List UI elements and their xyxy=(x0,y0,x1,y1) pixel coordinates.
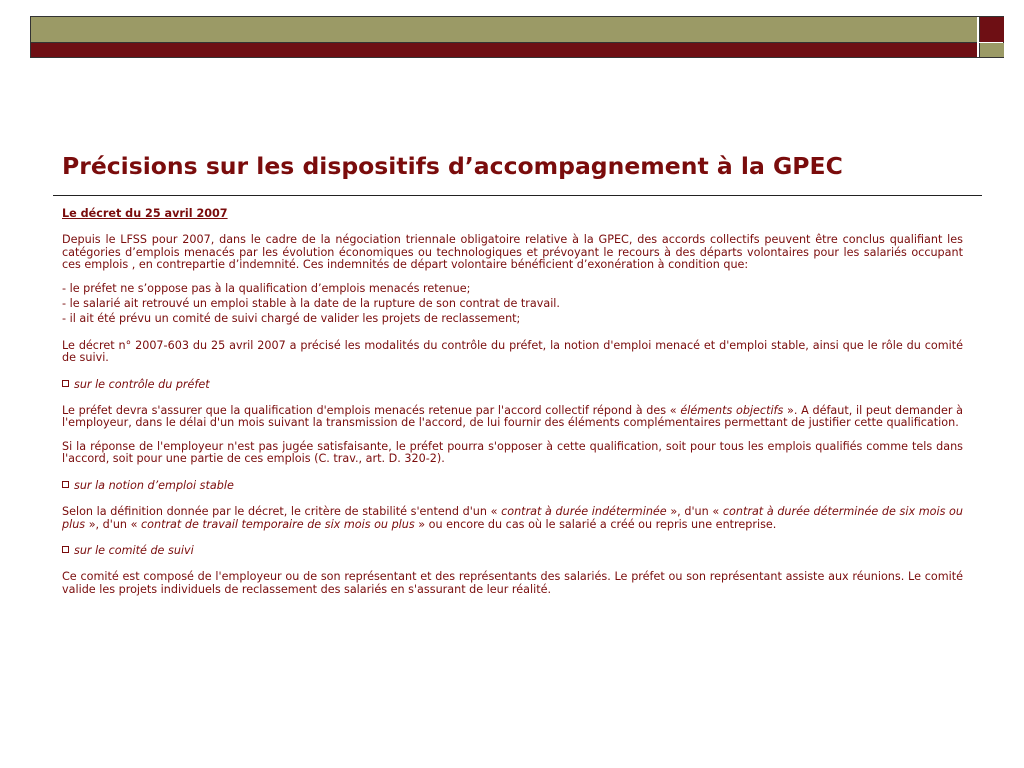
title-divider xyxy=(53,195,982,196)
olive-square xyxy=(979,43,1004,57)
text-run: Le préfet devra s'assurer que la qualification d'emplois menacés retenue par l'accord collectif répond à des « xyxy=(62,404,681,418)
italic-text-run: contrat à durée déterminée de six mois ou plus xyxy=(62,505,963,531)
maroon-band xyxy=(31,43,977,57)
emploi-stable-paragraph xyxy=(62,506,963,531)
section-heading-text: sur le comité de suivi xyxy=(74,543,194,557)
slide-body xyxy=(62,208,963,596)
section-heading-text: sur le contrôle du préfet xyxy=(74,377,210,391)
controle-paragraph-2: Si la réponse de l'employeur n'est pas jugée satisfaisante, le préfet pourra s'opposer à cette qualification, soit pour tous les emplois qualifiés comme tels dans l'accord, soit pour une partie de ces emplois (C. trav., art. D. 320-2). xyxy=(62,439,963,466)
text-run: » ou encore du cas où le salarié a créé ou repris une entreprise. xyxy=(414,517,777,531)
intro-paragraph: Depuis le LFSS pour 2007, dans le cadre de la négociation triennale obligatoire relative à la GPEC, des accords collectifs peuvent être conclus qualifiant les catégories d’emplois menacés par les évolution économiques ou technologiques et prévoyant le recours à des départs volontaires pour les salariés occupant ces emplois , en contrepartie d’indemnité. Ces indemnités de départ volontaire bénéficient d’exonération à condition que: xyxy=(62,233,963,272)
text-run: », d'un « xyxy=(85,517,141,531)
slide-title: Précisions sur les dispositifs d’accompagnement à la GPEC xyxy=(62,152,843,180)
italic-text-run: contrat à durée indéterminée xyxy=(501,505,667,519)
controle-paragraph-1 xyxy=(62,405,963,430)
text-run: Selon la définition donnée par le décret, le critère de stabilité s'entend d'un « xyxy=(62,505,502,519)
section-heading-text: sur la notion d’emploi stable xyxy=(74,478,234,492)
condition-item: - le salarié ait retrouvé un emploi stable à la date de la rupture de son contrat de travail. xyxy=(62,297,560,311)
italic-text-run: contrat de travail temporaire de six mois ou plus xyxy=(140,517,415,531)
square-bullet-icon xyxy=(62,380,69,387)
section-subheading: Le décret du 25 avril 2007 xyxy=(62,207,228,220)
maroon-square xyxy=(979,17,1004,42)
square-bullet-icon xyxy=(62,546,69,553)
condition-item: - le préfet ne s’oppose pas à la qualification d’emplois menacés retenue; xyxy=(62,281,471,295)
olive-band xyxy=(31,17,977,43)
section-heading-controle xyxy=(62,379,963,391)
decree-paragraph: Le décret n° 2007-603 du 25 avril 2007 a précisé les modalités du contrôle du préfet, la notion d'emploi menacé et d'emploi stable, ainsi que le rôle du comité de suivi. xyxy=(62,338,963,365)
italic-text-run: éléments objectifs xyxy=(680,404,784,418)
text-run: ». A défaut, il peut demander à l'employeur, dans le délai d'un mois suivant la transmission de l'accord, de lui fournir des éléments complémentaires permettant de justifier cette qualification. xyxy=(62,404,963,430)
decorative-header-bar xyxy=(30,16,1004,58)
section-heading-comite xyxy=(62,545,963,557)
square-bullet-icon xyxy=(62,481,69,488)
section-heading-emploi-stable xyxy=(62,480,963,492)
comite-paragraph: Ce comité est composé de l'employeur ou de son représentant et des représentants des salariés. Le préfet ou son représentant assiste aux réunions. Le comité valide les projets individuels de reclassement des salariés en s'assurant de leur réalité. xyxy=(62,570,963,596)
condition-item: - il ait été prévu un comité de suivi chargé de valider les projets de reclassement; xyxy=(62,312,521,326)
text-run: », d'un « xyxy=(666,505,723,519)
